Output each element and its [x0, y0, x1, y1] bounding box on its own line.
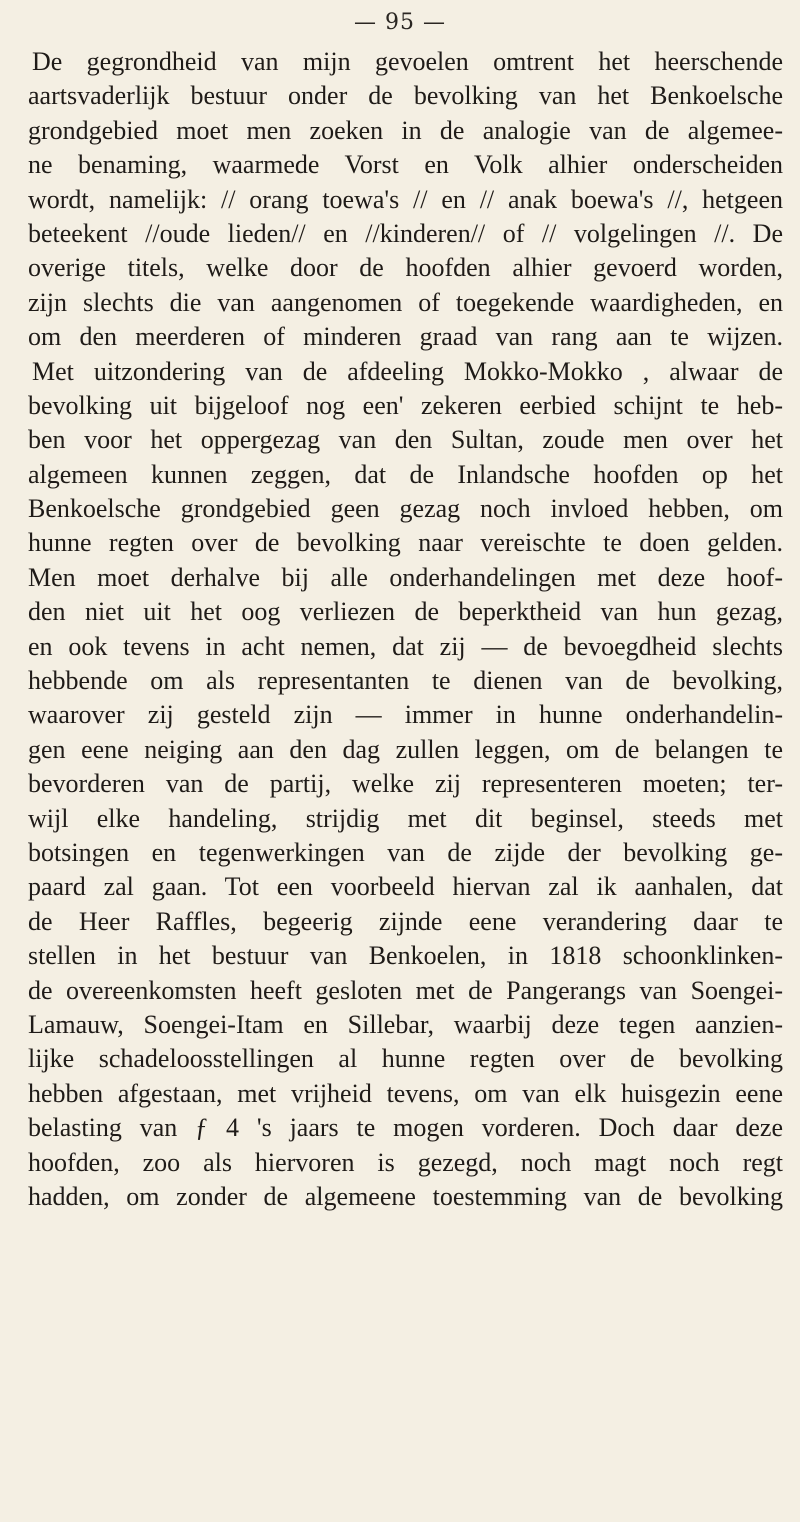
text-line: belasting van ƒ 4 's jaars te mogen vorderen. Doch daar deze — [28, 1113, 783, 1143]
text-line: aartsvaderlijk bestuur onder de bevolking van het Benkoelsche — [28, 81, 783, 111]
text-line: Met uitzondering van de afdeeling Mokko-Mokko , alwaar de — [32, 356, 783, 386]
page-number: — 95 — — [354, 10, 446, 35]
text-line: lijke schadeloosstellingen al hunne regten over de bevolking — [28, 1044, 783, 1074]
text-line: de Heer Raffles, begeerig zijnde eene verandering daar te — [28, 906, 783, 936]
text-line: De gegrondheid van mijn gevoelen omtrent het heerschende — [32, 47, 783, 76]
text-line: Benkoelsche grondgebied geen gezag noch invloed hebben, om — [28, 494, 783, 524]
text-line: hunne regten over de bevolking naar vereischte te doen gelden. — [28, 528, 783, 558]
text-line: om den meerderen of minderen graad van rang aan te wijzen. — [28, 322, 783, 352]
text-line: gen eene neiging aan den dag zullen leggen, om de belangen te — [28, 734, 783, 764]
text-line: waarover zij gesteld zijn — immer in hunne onderhandelin- — [28, 700, 783, 730]
text-line: paard zal gaan. Tot een voorbeeld hiervan zal ik aanhalen, dat — [28, 872, 783, 902]
text-line: de overeenkomsten heeft gesloten met de Pangerangs van Soengei- — [28, 975, 783, 1005]
text-line: beteekent //oude lieden// en //kinderen// of // volgelingen //. De — [28, 218, 783, 248]
text-line: hebbende om als representanten te dienen van de bevolking, — [28, 666, 783, 696]
text-line: grondgebied moet men zoeken in de analogie van de algemee- — [28, 115, 783, 145]
text-line: algemeen kunnen zeggen, dat de Inlandsche hoofden op het — [28, 459, 783, 489]
text-line: bevorderen van de partij, welke zij representeren moeten; ter- — [28, 769, 783, 799]
text-line: Men moet derhalve bij alle onderhandelingen met deze hoof- — [28, 562, 783, 592]
text-line: hebben afgestaan, met vrijheid tevens, om van elk huisgezin eene — [28, 1078, 783, 1108]
text-line: den niet uit het oog verliezen de beperktheid van hun gezag, — [28, 597, 783, 627]
text-line: Lamauw, Soengei-Itam en Sillebar, waarbij deze tegen aanzien- — [28, 1009, 783, 1039]
text-line: hadden, om zonder de algemeene toestemming van de bevolking — [28, 1181, 783, 1211]
text-line: ben voor het oppergezag van den Sultan, zoude men over het — [28, 425, 783, 455]
text-line: stellen in het bestuur van Benkoelen, in 1818 schoonklinken- — [28, 941, 783, 971]
text-line: wijl elke handeling, strijdig met dit beginsel, steeds met — [28, 803, 783, 833]
text-line: overige titels, welke door de hoofden alhier gevoerd worden, — [28, 253, 783, 283]
text-line: en ook tevens in acht nemen, dat zij — de bevoegdheid slechts — [28, 631, 783, 661]
text-line: hoofden, zoo als hiervoren is gezegd, noch magt noch regt — [28, 1147, 783, 1177]
text-line: botsingen en tegenwerkingen van de zijde der bevolking ge- — [28, 837, 783, 867]
text-line: zijn slechts die van aangenomen of toegekende waardigheden, en — [28, 287, 783, 317]
text-line: wordt, namelijk: // orang toewa's // en // anak boewa's //, hetgeen — [28, 184, 783, 214]
body-text — [28, 45, 783, 1214]
text-line: bevolking uit bijgeloof nog een' zekeren eerbied schijnt te heb- — [28, 390, 783, 420]
text-line: ne benaming, waarmede Vorst en Volk alhier onderscheiden — [28, 150, 783, 180]
